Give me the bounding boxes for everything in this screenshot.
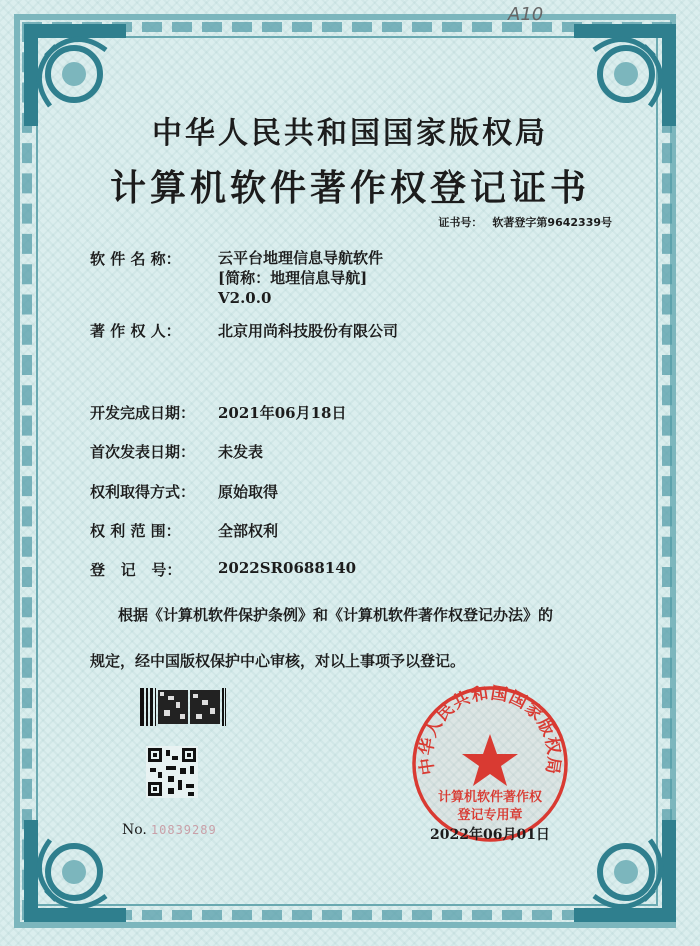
corner-ornament-bottom-left	[16, 812, 134, 930]
qr-code	[146, 746, 198, 798]
software-name-line: 云平台地理信息导航软件	[218, 249, 384, 267]
certificate-number-value: 软著登字第9642339号	[492, 216, 612, 229]
field-value: 原始取得	[218, 483, 279, 501]
field-label: 软 件 名 称：	[90, 250, 181, 268]
field-label: 著 作 权 人：	[90, 322, 181, 340]
issue-date: 2022年06月01日	[430, 827, 550, 843]
field-value	[218, 248, 383, 308]
field-label: 登 记 号：	[90, 561, 182, 579]
software-version-line: V2.0.0	[218, 289, 272, 307]
software-short-name-line: [简称：地理信息导航]	[218, 269, 368, 287]
field-value: 全部权利	[218, 522, 279, 540]
serial-value: 10839289	[150, 823, 217, 837]
barcode	[140, 688, 226, 726]
field-value: 2022SR0688140	[218, 559, 357, 577]
seal-line-2: 登记专用章	[457, 808, 523, 823]
statement-line-2: 规定，经中国版权保护中心审核，对以上事项予以登记。	[90, 652, 466, 670]
field-label: 权利取得方式：	[90, 483, 196, 501]
field-value: 北京用尚科技股份有限公司	[218, 322, 399, 340]
certificate-number-label: 证书号：	[438, 216, 483, 229]
seal-ring-text-path: 中华人民共和国国家版权局	[416, 684, 564, 777]
statement-line-1: 根据《计算机软件保护条例》和《计算机软件著作权登记办法》的	[118, 606, 554, 624]
certificate-number	[438, 214, 612, 230]
field-value: 2021年06月18日	[218, 404, 347, 422]
field-label: 开发完成日期：	[90, 404, 196, 422]
serial-number	[122, 822, 217, 838]
serial-prefix: No.	[122, 822, 147, 838]
field-label: 权 利 范 围：	[90, 522, 181, 540]
field-value: 未发表	[218, 443, 264, 461]
handwritten-annotation: A10	[508, 4, 544, 25]
field-label: 首次发表日期：	[90, 443, 196, 461]
certificate-title: 计算机软件著作权登记证书	[109, 167, 590, 209]
seal-line-1: 计算机软件著作权	[437, 790, 542, 805]
issuer-title: 中华人民共和国国家版权局	[152, 116, 548, 151]
corner-ornament-bottom-right	[566, 812, 684, 930]
